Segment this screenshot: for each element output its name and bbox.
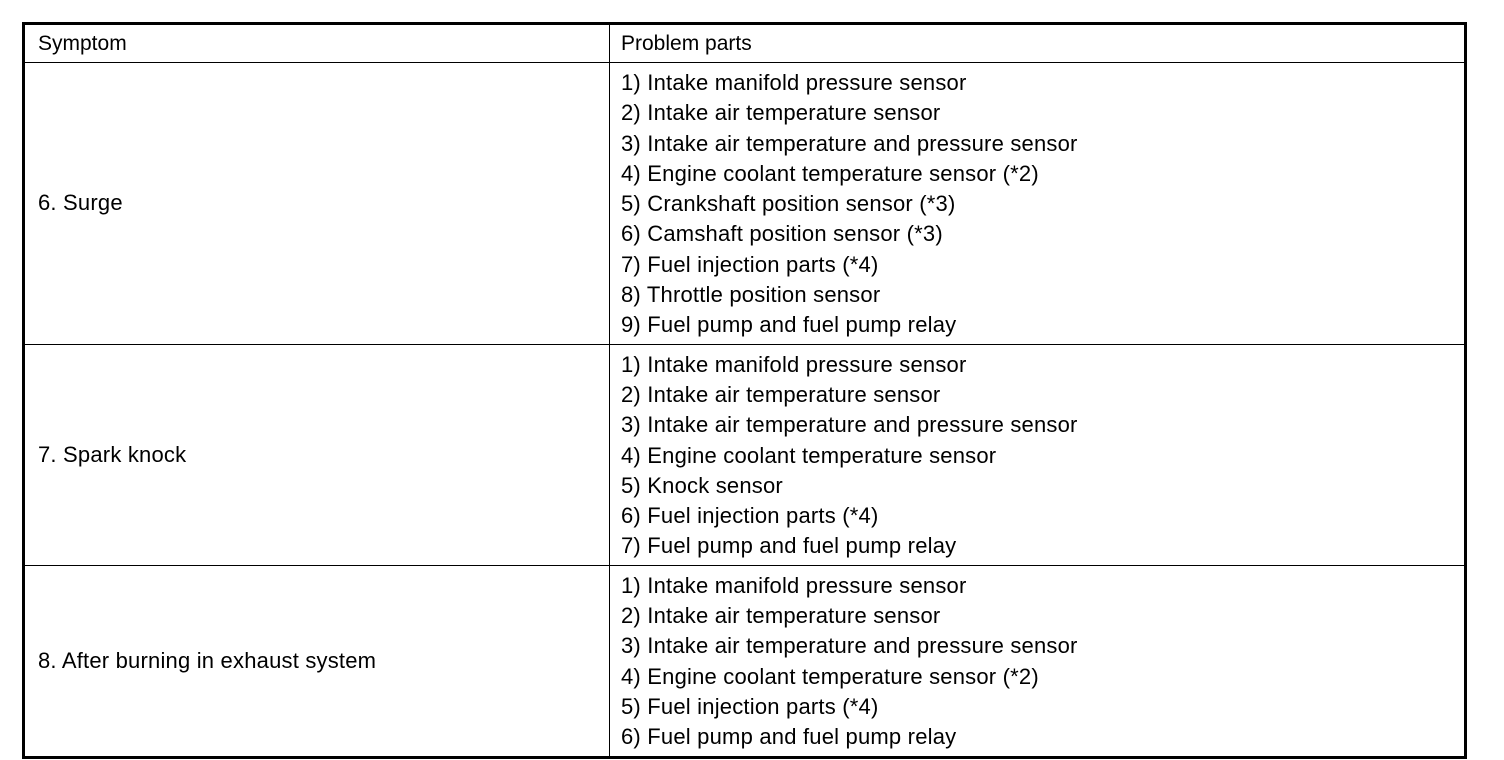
table-row: [24, 344, 1466, 565]
problem-part-item: 9) Fuel pump and fuel pump relay: [621, 312, 957, 338]
problem-part-item: 7) Fuel pump and fuel pump relay: [621, 533, 957, 559]
problem-part-item: 2) Intake air temperature sensor: [621, 603, 941, 629]
table-header-row: [24, 24, 1466, 63]
problem-part-item: 3) Intake air temperature and pressure sensor: [621, 633, 1078, 659]
symptom-cell: 7. Spark knock: [24, 344, 610, 565]
problem-parts-list: [621, 571, 1464, 753]
table-row: [24, 63, 1466, 345]
problem-part-item: 4) Engine coolant temperature sensor (*2): [621, 663, 1039, 689]
problem-part-item: 3) Intake air temperature and pressure sensor: [621, 412, 1078, 438]
problem-part-item: 1) Intake manifold pressure sensor: [621, 351, 967, 377]
problem-parts-cell: [610, 63, 1466, 345]
problem-part-item: 1) Intake manifold pressure sensor: [621, 572, 967, 598]
problem-part-item: 7) Fuel injection parts (*4): [621, 251, 879, 277]
table-body: [24, 63, 1466, 758]
problem-part-item: 4) Engine coolant temperature sensor: [621, 442, 997, 468]
problem-parts-cell: [610, 344, 1466, 565]
symptom-cell: 6. Surge: [24, 63, 610, 345]
problem-part-item: 1) Intake manifold pressure sensor: [621, 70, 967, 95]
header-symptom: Symptom: [24, 24, 610, 63]
table-row: [24, 565, 1466, 757]
problem-part-item: 8) Throttle position sensor: [621, 282, 881, 308]
problem-part-item: 2) Intake air temperature sensor: [621, 100, 941, 126]
problem-part-item: 5) Crankshaft position sensor (*3): [621, 191, 956, 217]
problem-parts-list: [621, 68, 1464, 341]
problem-part-item: 5) Fuel injection parts (*4): [621, 693, 879, 719]
symptom-cell: 8. After burning in exhaust system: [24, 565, 610, 757]
problem-parts-cell: [610, 565, 1466, 757]
problem-part-item: 3) Intake air temperature and pressure sensor: [621, 130, 1078, 156]
symptom-table: [22, 22, 1467, 759]
problem-part-item: 4) Engine coolant temperature sensor (*2): [621, 160, 1039, 186]
problem-parts-list: [621, 350, 1464, 562]
header-problem-parts: Problem parts: [610, 24, 1466, 63]
problem-part-item: 6) Camshaft position sensor (*3): [621, 221, 943, 247]
problem-part-item: 5) Knock sensor: [621, 472, 783, 498]
problem-part-item: 6) Fuel injection parts (*4): [621, 503, 879, 529]
problem-part-item: 2) Intake air temperature sensor: [621, 381, 941, 407]
problem-part-item: 6) Fuel pump and fuel pump relay: [621, 724, 957, 750]
